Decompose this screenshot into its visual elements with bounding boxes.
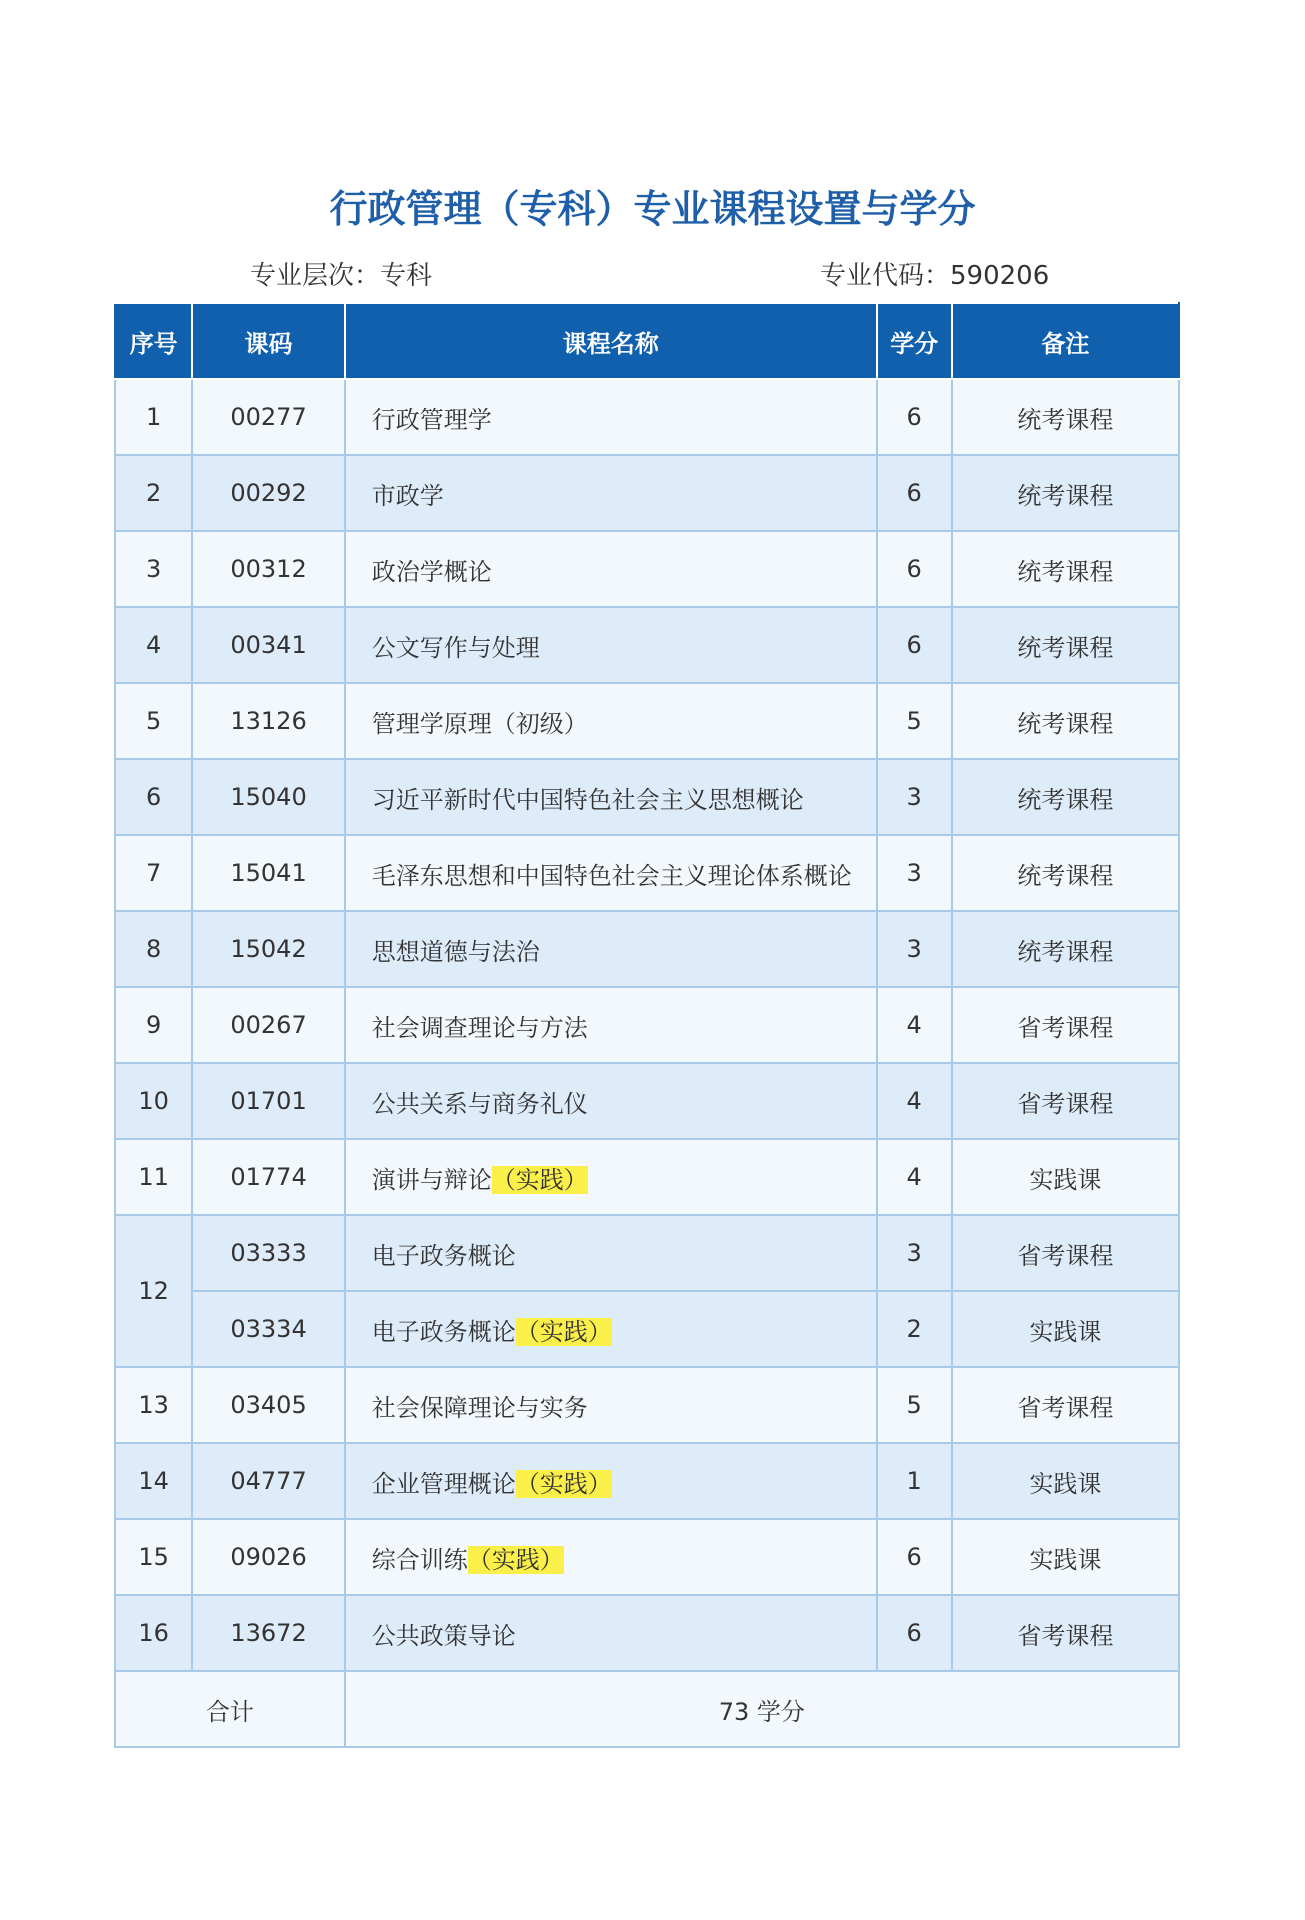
practice-tag: （实践）: [467, 1545, 564, 1574]
row-code: 04777: [192, 1443, 344, 1519]
row-course-name: 毛泽东思想和中国特色社会主义理论体系概论: [345, 835, 877, 911]
row-code: 00312: [192, 531, 344, 607]
row-course-name: 思想道德与法治: [345, 911, 877, 987]
table-row: [115, 1291, 1179, 1367]
row-credit: 6: [877, 455, 952, 531]
row-code: 15042: [192, 911, 344, 987]
row-remark: 统考课程: [952, 911, 1179, 987]
header-remark: 备注: [952, 303, 1179, 379]
table-row: [115, 683, 1179, 759]
row-remark: 统考课程: [952, 531, 1179, 607]
row-remark: 实践课: [952, 1291, 1179, 1367]
row-course-name: [345, 1519, 877, 1595]
row-remark: 统考课程: [952, 683, 1179, 759]
row-credit: 3: [877, 759, 952, 835]
row-index: 15: [115, 1519, 192, 1595]
table-row: [115, 987, 1179, 1063]
table-row: [115, 531, 1179, 607]
row-remark: 省考课程: [952, 987, 1179, 1063]
page-title: 行政管理（专科）专业课程设置与学分: [329, 187, 976, 231]
row-code: 00292: [192, 455, 344, 531]
row-index: 2: [115, 455, 192, 531]
practice-tag: （实践）: [515, 1469, 612, 1498]
row-credit: 1: [877, 1443, 952, 1519]
row-credit: 4: [877, 987, 952, 1063]
practice-tag: （实践）: [515, 1317, 612, 1346]
row-index: 16: [115, 1595, 192, 1671]
row-remark: 统考课程: [952, 607, 1179, 683]
row-course-name: 管理学原理（初级）: [345, 683, 877, 759]
table-row: [115, 607, 1179, 683]
row-index: 4: [115, 607, 192, 683]
row-remark: 省考课程: [952, 1063, 1179, 1139]
row-code: 09026: [192, 1519, 344, 1595]
row-index: 13: [115, 1367, 192, 1443]
row-code: 01774: [192, 1139, 344, 1215]
row-remark: 省考课程: [952, 1367, 1179, 1443]
row-course-name: [345, 1291, 877, 1367]
row-index: 10: [115, 1063, 192, 1139]
table-row: [115, 835, 1179, 911]
table-row: [115, 1443, 1179, 1519]
row-credit: 3: [877, 835, 952, 911]
total-row: [115, 1671, 1179, 1747]
row-course-name: [345, 1443, 877, 1519]
table-row: [115, 1215, 1179, 1291]
table-row: [115, 911, 1179, 987]
total-value: 73 学分: [345, 1671, 1179, 1747]
row-remark: 统考课程: [952, 455, 1179, 531]
row-code: 01701: [192, 1063, 344, 1139]
row-course-name: 公共关系与商务礼仪: [345, 1063, 877, 1139]
row-course-name: [345, 1139, 877, 1215]
row-index: 12: [115, 1215, 192, 1367]
row-remark: 统考课程: [952, 759, 1179, 835]
course-table: [114, 302, 1180, 1748]
practice-tag: （实践）: [491, 1165, 588, 1194]
course-name-text: 电子政务概论: [371, 1317, 516, 1346]
row-code: 00341: [192, 607, 344, 683]
row-remark: 省考课程: [952, 1595, 1179, 1671]
total-label: 合计: [115, 1671, 345, 1747]
row-course-name: 行政管理学: [345, 379, 877, 455]
row-code: 03334: [192, 1291, 344, 1367]
table-header-row: [115, 303, 1179, 379]
row-index: 5: [115, 683, 192, 759]
row-index: 9: [115, 987, 192, 1063]
row-remark: 实践课: [952, 1443, 1179, 1519]
row-remark: 实践课: [952, 1139, 1179, 1215]
row-index: 8: [115, 911, 192, 987]
row-credit: 6: [877, 1519, 952, 1595]
row-code: 03333: [192, 1215, 344, 1291]
table-row: [115, 1595, 1179, 1671]
table-row: [115, 1063, 1179, 1139]
table-row: [115, 1367, 1179, 1443]
row-remark: 统考课程: [952, 835, 1179, 911]
row-index: 11: [115, 1139, 192, 1215]
row-course-name: 习近平新时代中国特色社会主义思想概论: [345, 759, 877, 835]
row-credit: 2: [877, 1291, 952, 1367]
table-row: [115, 379, 1179, 455]
row-credit: 6: [877, 607, 952, 683]
major-level: 专业层次：专科: [250, 261, 433, 291]
header-credit: 学分: [877, 303, 952, 379]
table-row: [115, 759, 1179, 835]
row-remark: 统考课程: [952, 379, 1179, 455]
header-name: 课程名称: [345, 303, 877, 379]
row-course-name: 公文写作与处理: [345, 607, 877, 683]
row-credit: 3: [877, 911, 952, 987]
row-course-name: 电子政务概论: [345, 1215, 877, 1291]
row-code: 15040: [192, 759, 344, 835]
row-remark: 实践课: [952, 1519, 1179, 1595]
row-credit: 4: [877, 1139, 952, 1215]
row-code: 03405: [192, 1367, 344, 1443]
row-course-name: 市政学: [345, 455, 877, 531]
row-code: 13126: [192, 683, 344, 759]
course-name-text: 综合训练: [371, 1545, 468, 1574]
row-course-name: 政治学概论: [345, 531, 877, 607]
row-credit: 4: [877, 1063, 952, 1139]
course-name-text: 企业管理概论: [371, 1469, 516, 1498]
row-course-name: 社会保障理论与实务: [345, 1367, 877, 1443]
row-code: 15041: [192, 835, 344, 911]
row-credit: 6: [877, 379, 952, 455]
row-index: 7: [115, 835, 192, 911]
header-code: 课码: [192, 303, 344, 379]
row-remark: 省考课程: [952, 1215, 1179, 1291]
row-credit: 6: [877, 1595, 952, 1671]
row-credit: 6: [877, 531, 952, 607]
row-code: 13672: [192, 1595, 344, 1671]
row-index: 1: [115, 379, 192, 455]
row-code: 00277: [192, 379, 344, 455]
row-index: 14: [115, 1443, 192, 1519]
row-index: 3: [115, 531, 192, 607]
row-course-name: 社会调查理论与方法: [345, 987, 877, 1063]
row-credit: 5: [877, 683, 952, 759]
header-index: 序号: [115, 303, 192, 379]
row-credit: 3: [877, 1215, 952, 1291]
course-name-text: 演讲与辩论: [371, 1165, 492, 1194]
row-index: 6: [115, 759, 192, 835]
row-code: 00267: [192, 987, 344, 1063]
table-row: [115, 455, 1179, 531]
row-course-name: 公共政策导论: [345, 1595, 877, 1671]
row-credit: 5: [877, 1367, 952, 1443]
table-row: [115, 1519, 1179, 1595]
major-code: 专业代码：590206: [820, 261, 1050, 291]
table-row: [115, 1139, 1179, 1215]
